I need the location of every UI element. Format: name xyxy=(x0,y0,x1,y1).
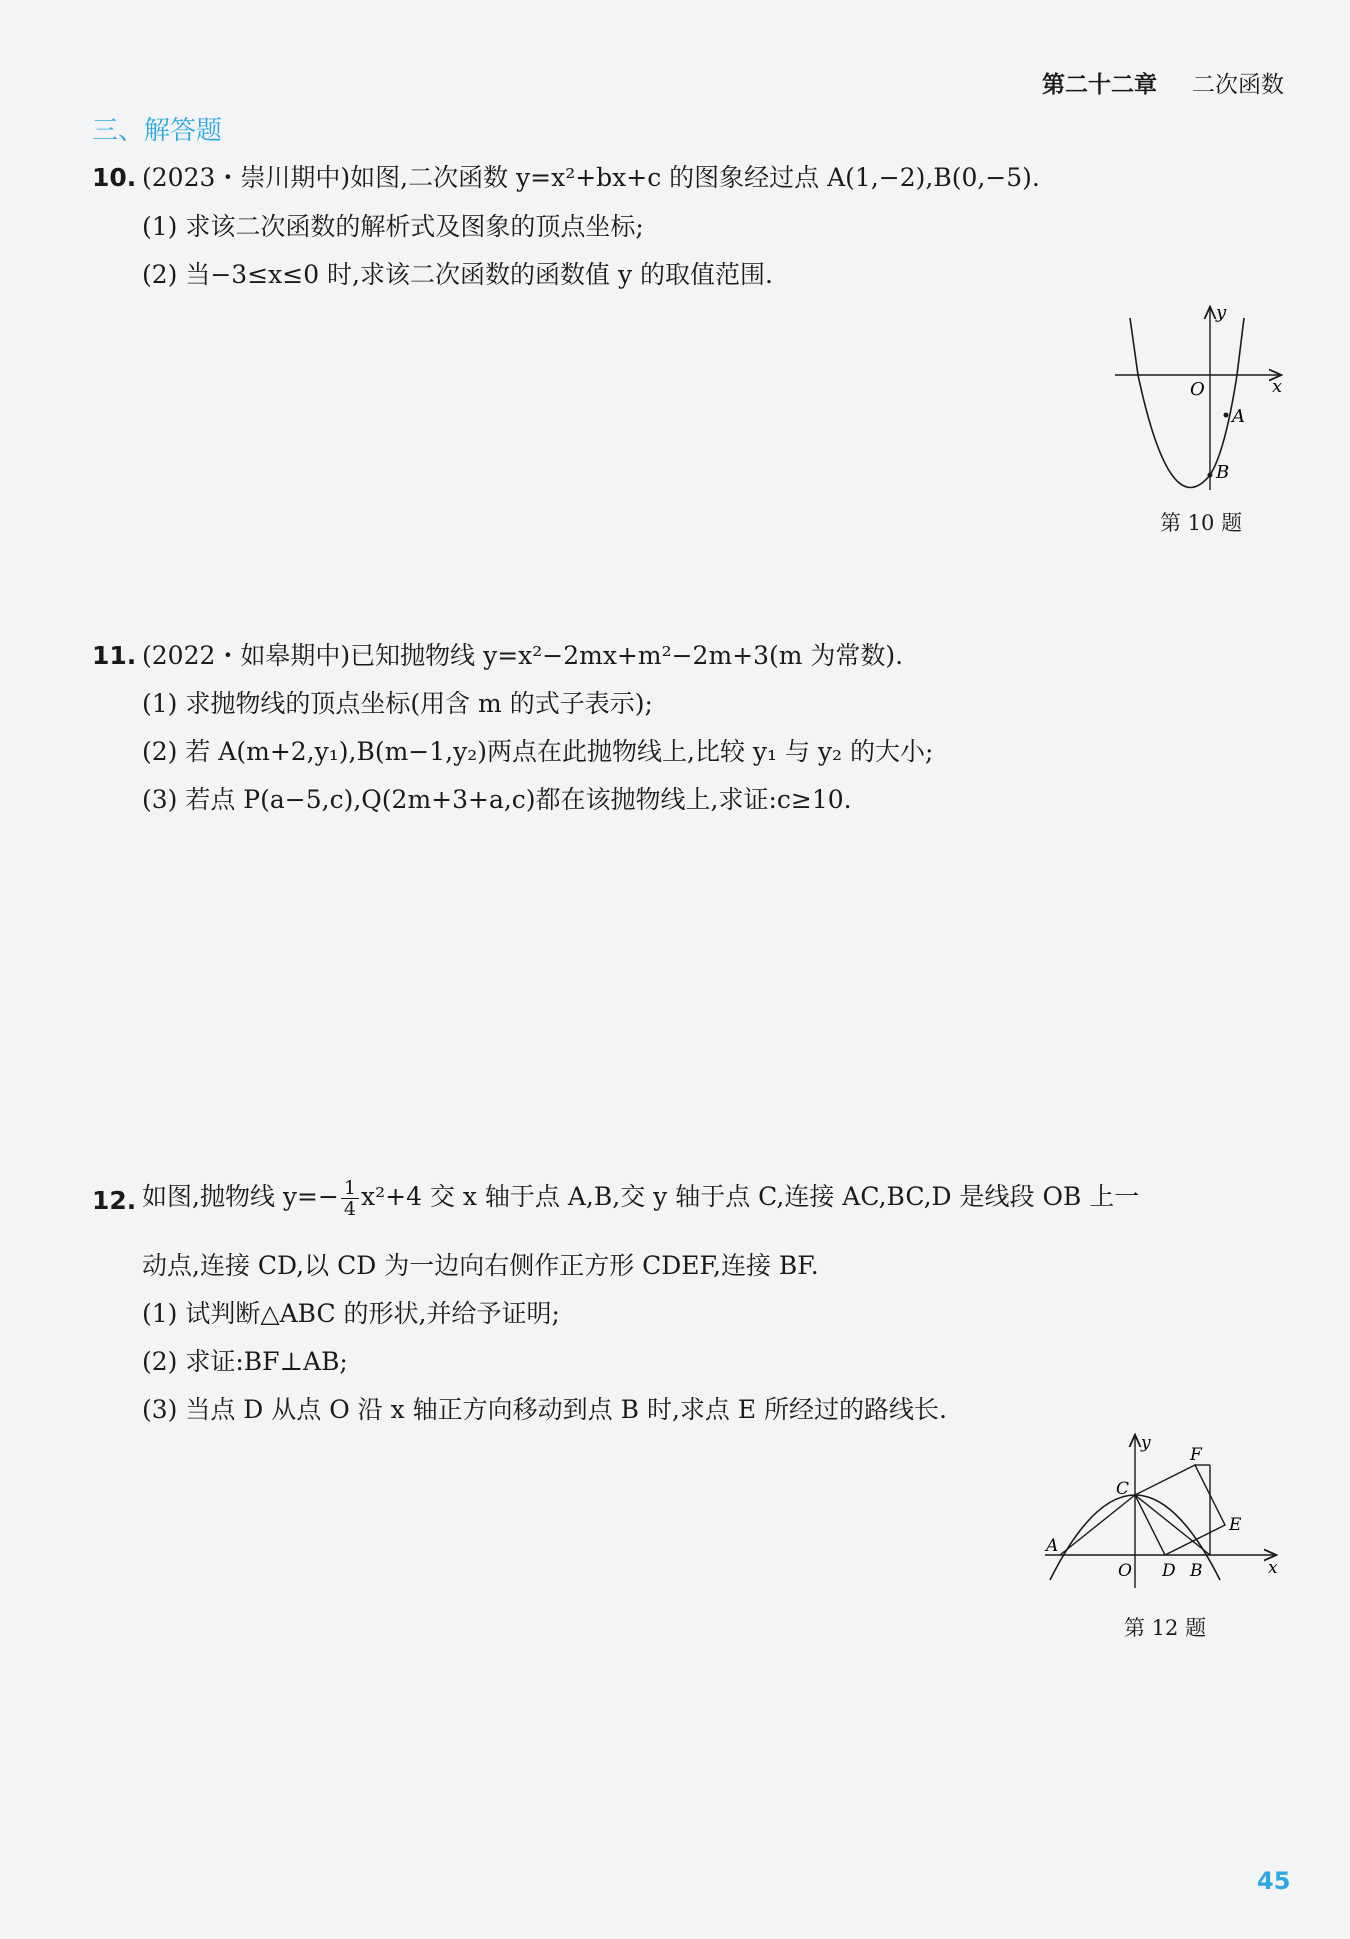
q12-figure xyxy=(1040,1430,1290,1600)
q10-label-x: x xyxy=(1272,376,1283,397)
q10-point-b xyxy=(1208,473,1213,478)
q12-number: 12. xyxy=(92,1186,137,1215)
q10-stem: (2023・崇川期中)如图,二次函数 y=x²+bx+c 的图象经过点 A(1,−2),B(0,−5). xyxy=(142,163,1040,192)
q12-part1: (1) 试判断△ABC 的形状,并给予证明; xyxy=(142,1299,560,1328)
q10-part2: (2) 当−3≤x≤0 时,求该二次函数的函数值 y 的取值范围. xyxy=(142,260,773,289)
chapter-title: 第二十二章 xyxy=(1042,72,1157,98)
q12-label-a: A xyxy=(1046,1536,1059,1556)
q10-caption: 第 10 题 xyxy=(1160,511,1243,535)
q12-frac-den: 4 xyxy=(343,1198,357,1220)
q12-fraction xyxy=(341,1178,359,1219)
q10-point-a xyxy=(1224,413,1229,418)
q12-segment-ac xyxy=(1060,1495,1135,1555)
q12-label-f: F xyxy=(1190,1445,1202,1465)
q12-frac-num: 1 xyxy=(341,1178,359,1199)
q12-label-y: y xyxy=(1141,1433,1151,1453)
page-number: 45 xyxy=(1257,1867,1291,1895)
q12-stem-line1 xyxy=(142,1172,1139,1222)
q10-label-y: y xyxy=(1216,302,1227,323)
q10-number: 10. xyxy=(92,163,137,192)
q11-part1: (1) 求抛物线的顶点坐标(用含 m 的式子表示); xyxy=(142,689,653,718)
q10-part1: (1) 求该二次函数的解析式及图象的顶点坐标; xyxy=(142,212,644,241)
q12-stem-b: x²+4 交 x 轴于点 A,B,交 y 轴于点 C,连接 AC,BC,D 是线段 OB 上一 xyxy=(361,1182,1140,1211)
q10-figure xyxy=(1100,300,1300,520)
q10-label-o: O xyxy=(1190,379,1205,400)
q12-label-c: C xyxy=(1116,1479,1130,1499)
q11-part3: (3) 若点 P(a−5,c),Q(2m+3+a,c)都在该抛物线上,求证:c≥10. xyxy=(142,785,852,814)
q10-label-a: A xyxy=(1232,406,1245,427)
q10-parabola-left xyxy=(1130,318,1138,375)
q12-stem-line2: 动点,连接 CD,以 CD 为一边向右侧作正方形 CDEF,连接 BF. xyxy=(142,1251,819,1280)
q12-caption: 第 12 题 xyxy=(1124,1616,1207,1640)
q12-label-d: D xyxy=(1162,1561,1176,1581)
q12-label-b: B xyxy=(1190,1561,1203,1581)
q12-part3: (3) 当点 D 从点 O 沿 x 轴正方向移动到点 B 时,求点 E 所经过的路线长. xyxy=(142,1395,947,1424)
q12-square-cdef xyxy=(1135,1465,1225,1555)
q12-label-e: E xyxy=(1229,1515,1242,1535)
q12-label-o: O xyxy=(1118,1561,1132,1581)
q12-segment-bc xyxy=(1135,1495,1210,1555)
q10-label-b: B xyxy=(1216,462,1230,483)
q12-part2: (2) 求证:BF⊥AB; xyxy=(142,1347,348,1376)
q12-stem-a: 如图,抛物线 y=− xyxy=(142,1182,339,1211)
subject-title: 二次函数 xyxy=(1192,72,1284,98)
section-title: 三、解答题 xyxy=(92,116,223,146)
q11-part2: (2) 若 A(m+2,y₁),B(m−1,y₂)两点在此抛物线上,比较 y₁ 与 y₂ 的大小; xyxy=(142,737,934,766)
q12-label-x: x xyxy=(1268,1558,1278,1578)
q11-stem: (2022・如皋期中)已知抛物线 y=x²−2mx+m²−2m+3(m 为常数). xyxy=(142,641,904,670)
q11-number: 11. xyxy=(92,641,137,670)
